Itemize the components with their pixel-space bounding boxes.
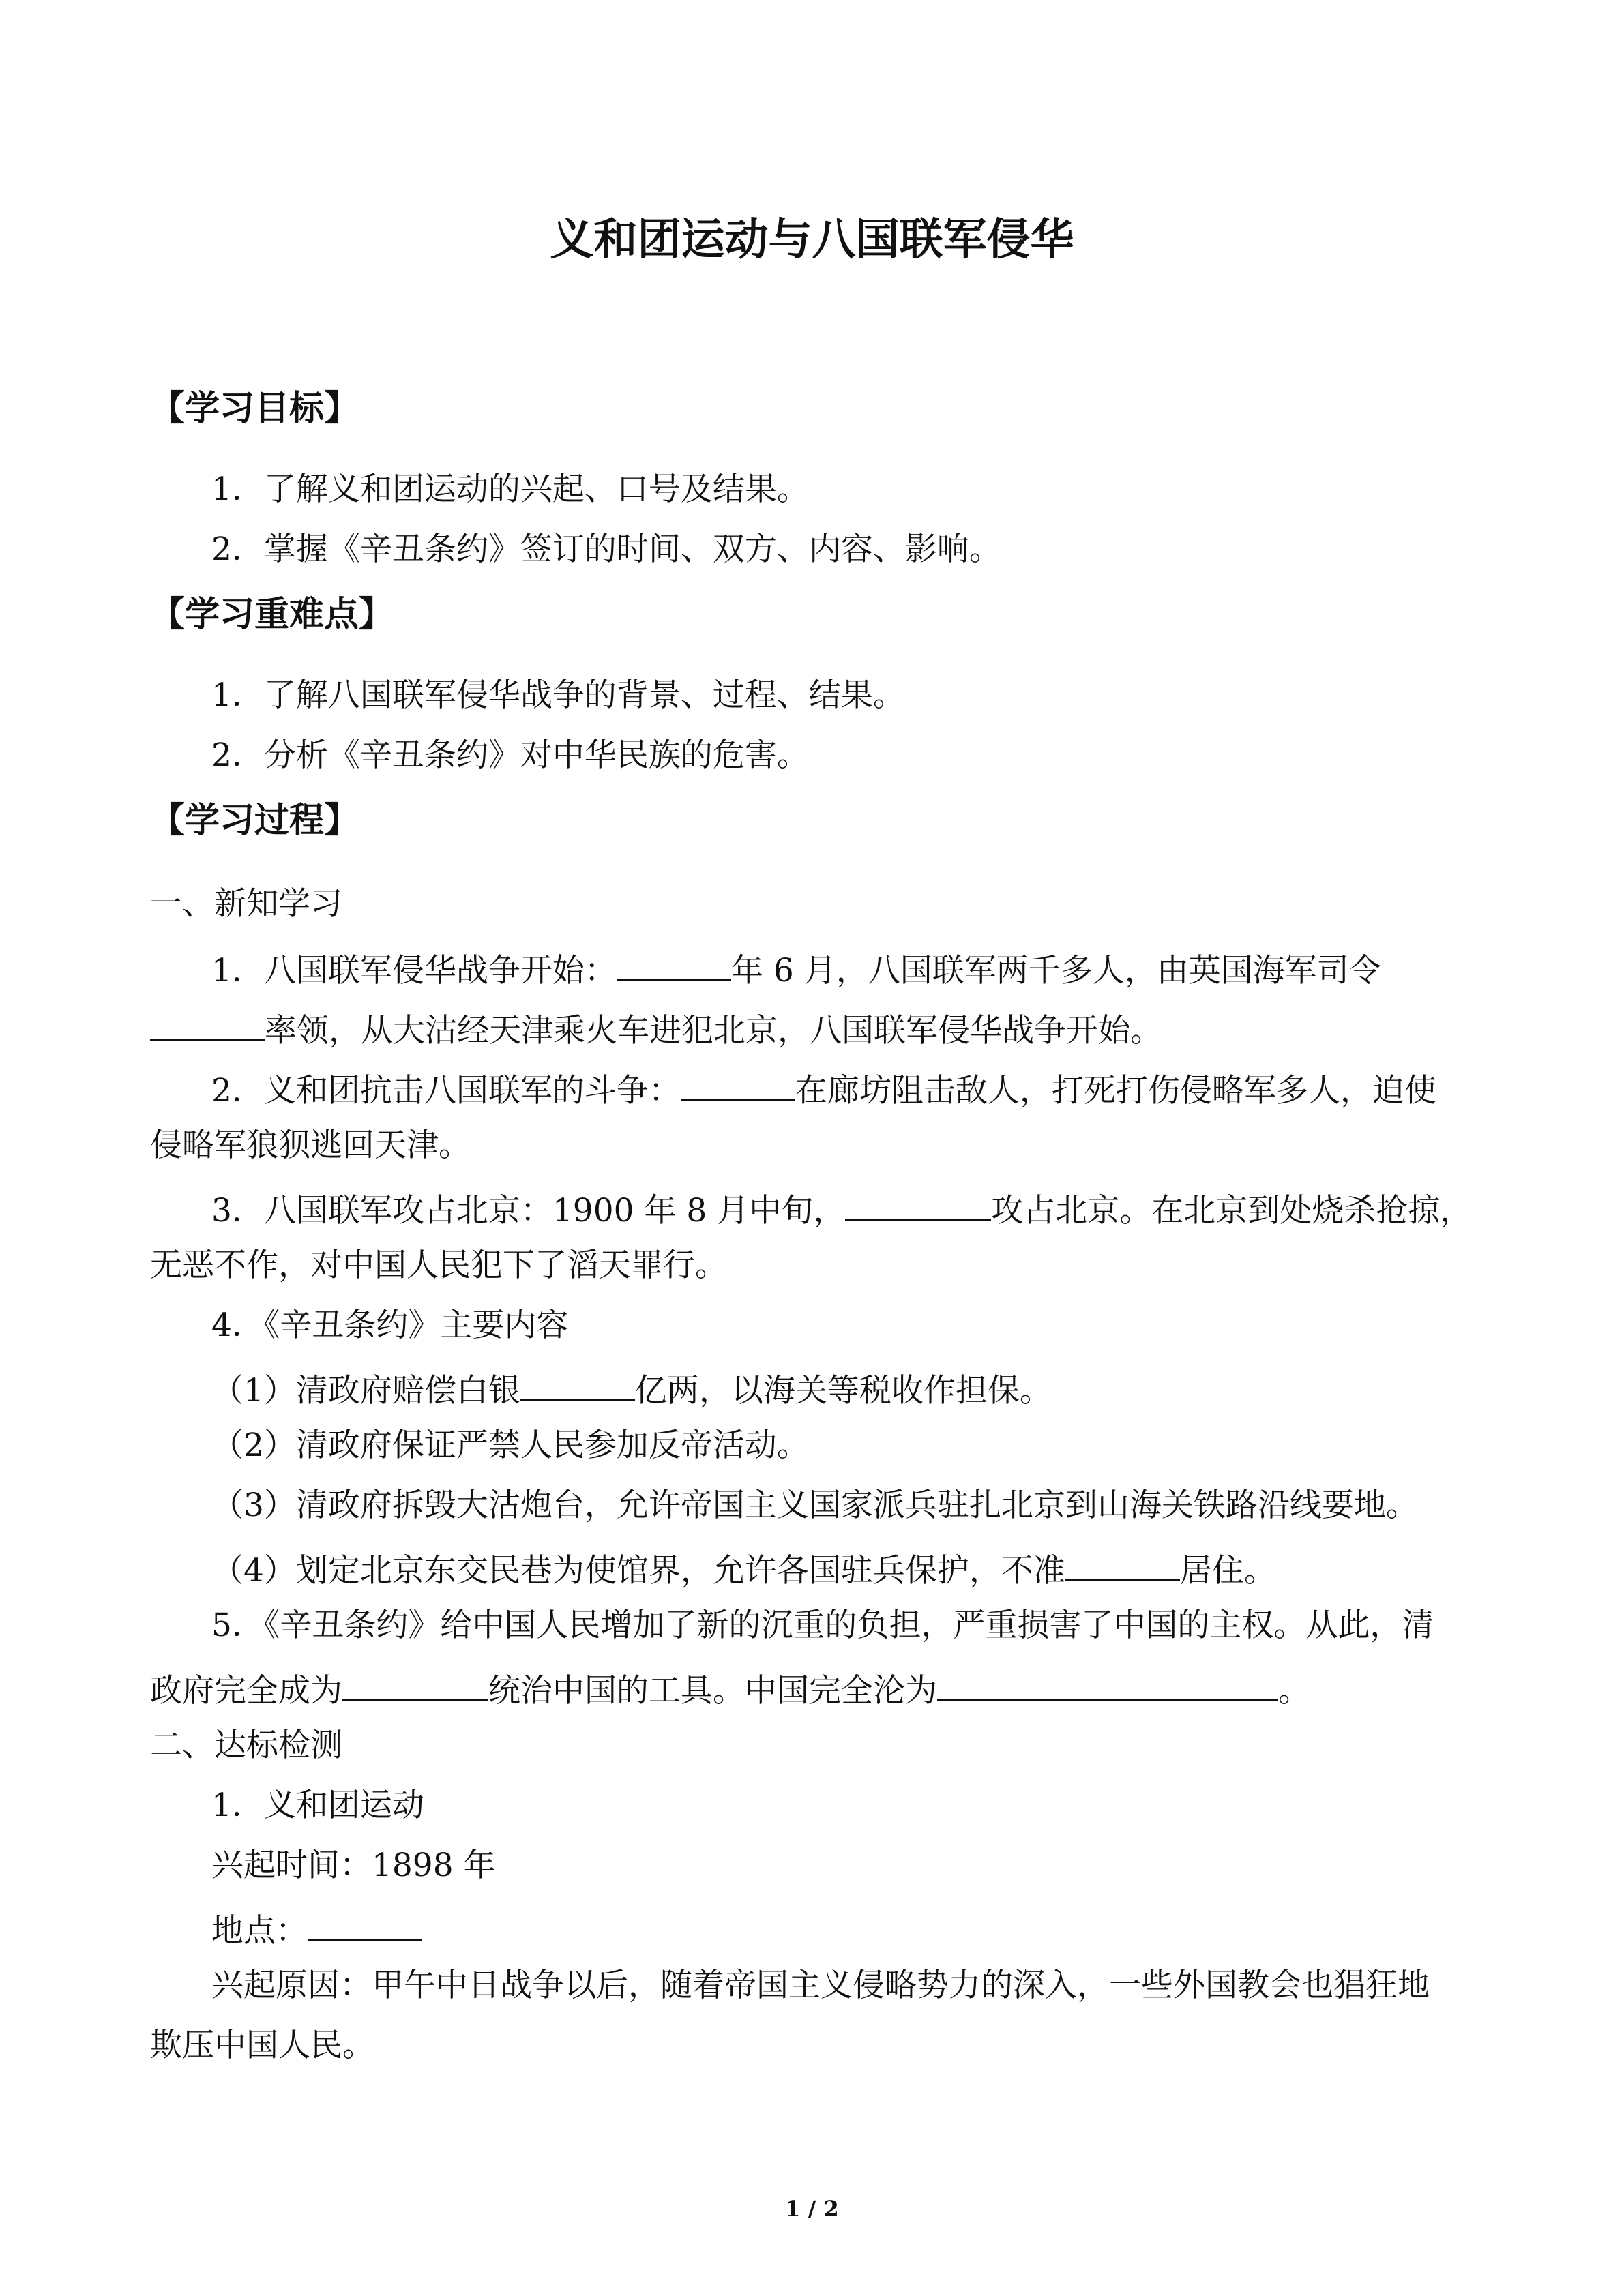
treaty-item-1 — [211, 1365, 1535, 1412]
question-5-text-d: 。 — [1278, 1672, 1310, 1710]
question-5-text-b: 政府完全成为 — [150, 1672, 342, 1710]
page-title: 义和团运动与八国联军侵华 — [550, 215, 1074, 265]
question-2-text-a: 2．义和团抗击八国联军的斗争： — [211, 1072, 681, 1109]
question-1-text-c: 率领，从大沽经天津乘火车进犯北京，八国联军侵华战争开始。 — [265, 1012, 1162, 1049]
question-3-line-1 — [211, 1185, 1535, 1232]
blank-indemnity[interactable] — [520, 1365, 635, 1401]
rise-reason-line-2: 欺压中国人民。 — [150, 2027, 374, 2064]
blank-place[interactable] — [308, 1905, 422, 1941]
treaty-item-4-text-b: 居住。 — [1179, 1552, 1276, 1590]
page-number: 1 / 2 — [785, 2196, 839, 2222]
heading-process: 【学习过程】 — [150, 801, 359, 841]
question-3-text-a: 3．八国联军攻占北京：1900 年 8 月中旬， — [211, 1192, 846, 1229]
question-2-line-1 — [211, 1065, 1535, 1112]
blank-commander[interactable] — [150, 1005, 265, 1041]
section-new-learning-title: 一、新知学习 — [150, 885, 342, 923]
assessment-item-1: 1．义和团运动 — [211, 1787, 424, 1824]
question-1-text-a: 1．八国联军侵华战争开始： — [211, 952, 617, 989]
rise-place-label: 地点： — [211, 1912, 308, 1950]
question-2-text-b: 在廊坊阻击敌人，打死打伤侵略军多人，迫使 — [795, 1072, 1436, 1109]
question-3-line-2: 无恶不作，对中国人民犯下了滔天罪行。 — [150, 1247, 727, 1284]
treaty-item-3: （3）清政府拆毁大沽炮台，允许帝国主义国家派兵驻扎北京到山海关铁路沿线要地。 — [211, 1487, 1418, 1524]
key-point-2: 2．分析《辛丑条约》对中华民族的危害。 — [211, 736, 809, 774]
question-1-line-2 — [150, 1005, 1473, 1052]
rise-reason-line-1: 兴起原因：甲午中日战争以后，随着帝国主义侵略势力的深入，一些外国教会也猖狂地 — [211, 1967, 1430, 2004]
blank-ruler[interactable] — [342, 1665, 488, 1701]
question-5-line-1: 5．《辛丑条约》给中国人民增加了新的沉重的负担，严重损害了中国的主权。从此，清 — [211, 1607, 1434, 1644]
heading-goals: 【学习目标】 — [150, 389, 359, 429]
question-1-text-b: 年 6 月，八国联军两千多人，由英国海军司令 — [730, 952, 1381, 989]
section-assessment-title: 二、达标检测 — [150, 1727, 342, 1764]
treaty-item-2: （2）清政府保证严禁人民参加反帝活动。 — [211, 1427, 809, 1464]
blank-society[interactable] — [937, 1665, 1278, 1701]
heading-key-points: 【学习重难点】 — [150, 595, 394, 635]
blank-residents[interactable] — [1065, 1545, 1180, 1581]
blank-year[interactable] — [617, 945, 731, 981]
treaty-item-4-text-a: （4）划定北京东交民巷为使馆界，允许各国驻兵保护，不准 — [211, 1552, 1065, 1590]
goal-2: 2．掌握《辛丑条约》签订的时间、双方、内容、影响。 — [211, 531, 1001, 568]
key-point-1: 1．了解八国联军侵华战争的背景、过程、结果。 — [211, 676, 905, 714]
blank-langfang[interactable] — [681, 1065, 795, 1101]
goal-1: 1．了解义和团运动的兴起、口号及结果。 — [211, 471, 809, 508]
question-5-line-2 — [150, 1665, 1473, 1712]
question-2-line-2: 侵略军狼狈逃回天津。 — [150, 1127, 471, 1164]
question-3-text-b: 攻占北京。在北京到处烧杀抢掠， — [991, 1192, 1473, 1229]
blank-occupier[interactable] — [845, 1185, 991, 1221]
question-5-text-c: 统治中国的工具。中国完全沦为 — [488, 1672, 937, 1710]
question-4-title: 4．《辛丑条约》主要内容 — [211, 1307, 569, 1344]
rise-time: 兴起时间：1898 年 — [211, 1847, 496, 1884]
rise-place — [211, 1905, 1535, 1952]
treaty-item-1-text-b: 亿两，以海关等税收作担保。 — [634, 1372, 1052, 1410]
treaty-item-1-text-a: （1）清政府赔偿白银 — [211, 1372, 520, 1410]
question-1-line-1 — [211, 945, 1535, 992]
treaty-item-4 — [211, 1545, 1535, 1592]
